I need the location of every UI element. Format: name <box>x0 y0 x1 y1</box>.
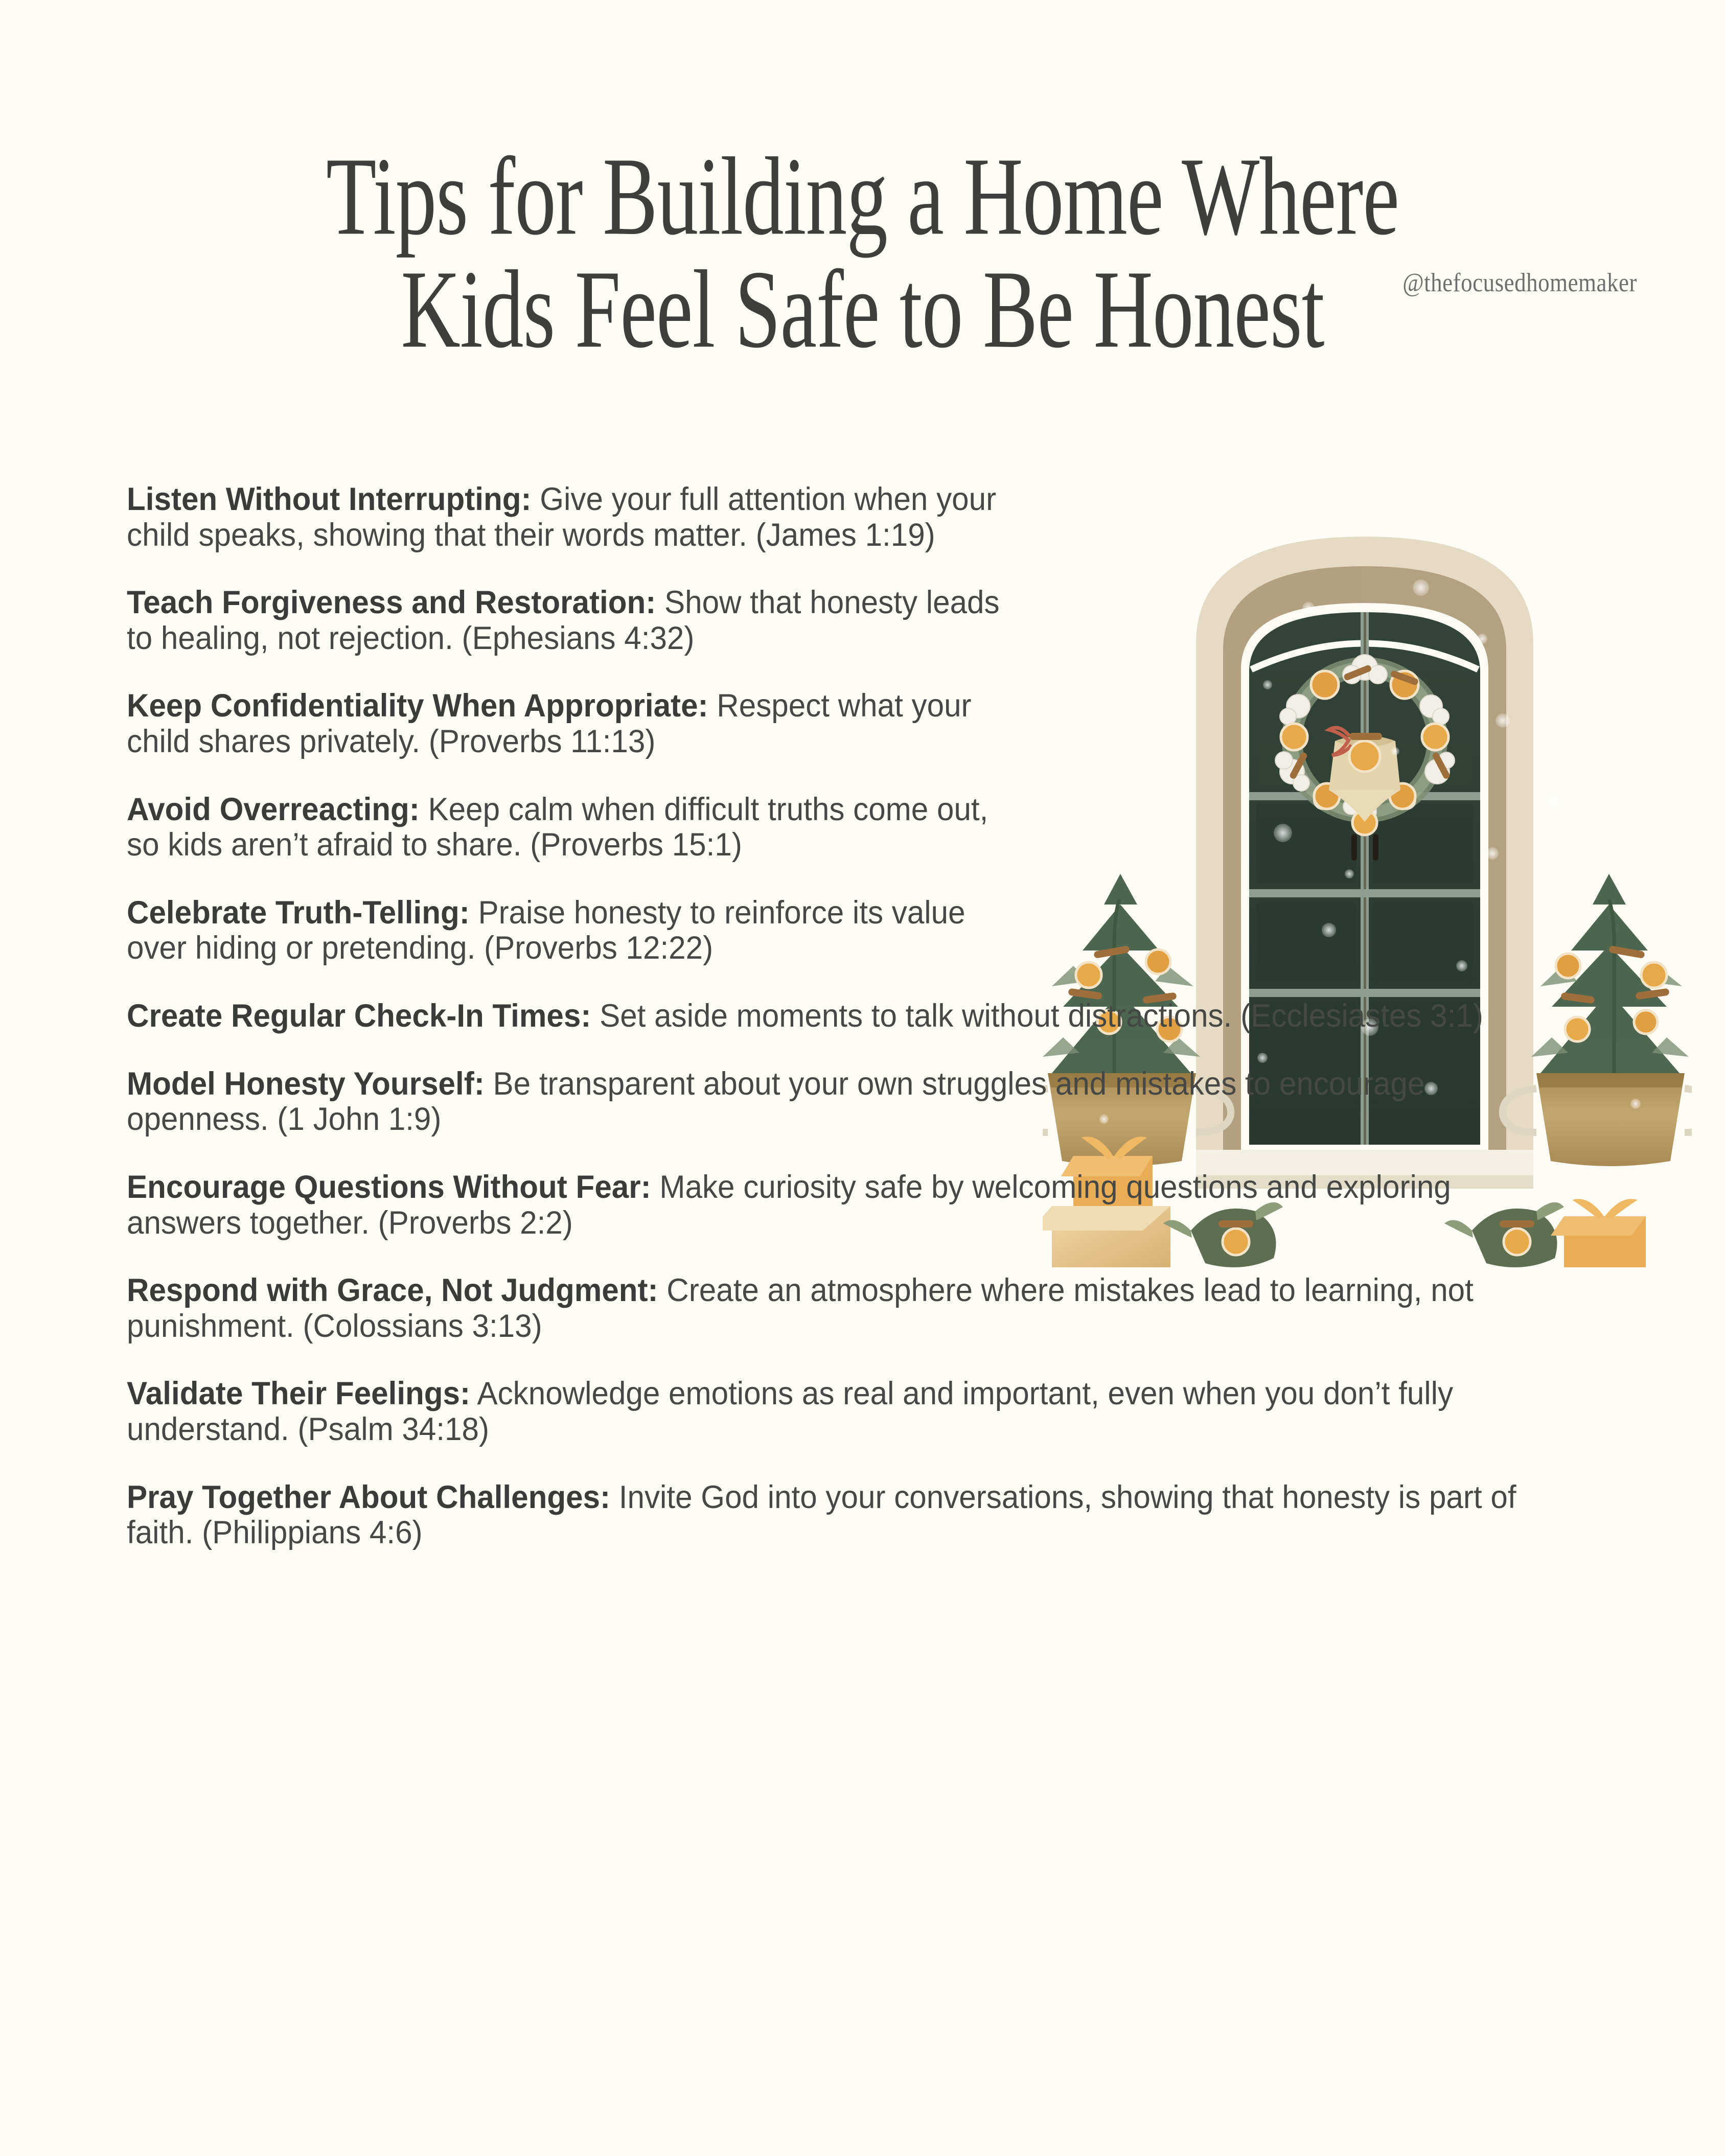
tip-item <box>127 792 1020 863</box>
social-handle: @thefocusedhomemaker <box>1402 268 1637 297</box>
tip-lead: Encourage Questions Without Fear: <box>127 1169 651 1205</box>
tip-item <box>127 1067 1532 1138</box>
tip-item <box>127 1273 1532 1344</box>
tip-item <box>127 1480 1532 1551</box>
tip-lead: Pray Together About Challenges: <box>127 1479 611 1515</box>
tip-lead: Celebrate Truth-Telling: <box>127 894 470 931</box>
tip-body: Keep calm when difficult truths come out, so kids aren’t afraid to share. (Proverbs 15:1) <box>127 791 988 863</box>
tip-lead: Create Regular Check-In Times: <box>127 998 591 1034</box>
tip-body: Give your full attention when your child speaks, showing that their words matter. (James 1:19) <box>127 481 997 553</box>
tip-body: Make curiosity safe by welcoming questions and exploring answers together. (Proverbs 2:2) <box>127 1169 1451 1241</box>
tip-body: Praise honesty to reinforce its value over hiding or pretending. (Proverbs 12:22) <box>127 894 965 966</box>
tip-lead: Respond with Grace, Not Judgment: <box>127 1272 658 1309</box>
tip-body: Be transparent about your own struggles and mistakes to encourage openness. (1 John 1:9) <box>127 1065 1425 1138</box>
tip-lead: Keep Confidentiality When Appropriate: <box>127 688 708 724</box>
tip-item <box>127 999 1532 1034</box>
tip-body: Invite God into your conversations, showing that honesty is part of faith. (Philippians 4:6) <box>127 1479 1516 1551</box>
tips-list <box>127 450 1609 1581</box>
tip-body: Respect what your child shares privately. (Proverbs 11:13) <box>127 688 972 760</box>
tip-item <box>127 895 1020 966</box>
tip-item <box>127 1170 1532 1241</box>
title-line-1: Tips for Building a Home Where <box>326 134 1399 259</box>
tip-lead: Avoid Overreacting: <box>127 791 420 827</box>
tip-body: Set aside moments to talk without distractions. (Ecclesiastes 3:1) <box>591 998 1483 1034</box>
tip-item <box>127 482 1020 553</box>
tip-body: Acknowledge emotions as real and important, even when you don’t fully understand. (Psalm 34:18) <box>127 1376 1454 1447</box>
tip-item <box>127 688 1020 759</box>
tip-item <box>127 1376 1532 1447</box>
page-title <box>0 134 1725 372</box>
tip-lead: Model Honesty Yourself: <box>127 1065 485 1102</box>
tip-lead: Teach Forgiveness and Restoration: <box>127 585 656 621</box>
tip-lead: Listen Without Interrupting: <box>127 481 532 517</box>
tip-lead: Validate Their Feelings: <box>127 1376 471 1412</box>
title-line-2: Kids Feel Safe to Be Honest <box>401 247 1324 372</box>
tip-item <box>127 585 1020 656</box>
tip-body: Create an atmosphere where mistakes lead to learning, not punishment. (Colossians 3:13) <box>127 1272 1474 1344</box>
tip-body: Show that honesty leads to healing, not rejection. (Ephesians 4:32) <box>127 585 1000 656</box>
